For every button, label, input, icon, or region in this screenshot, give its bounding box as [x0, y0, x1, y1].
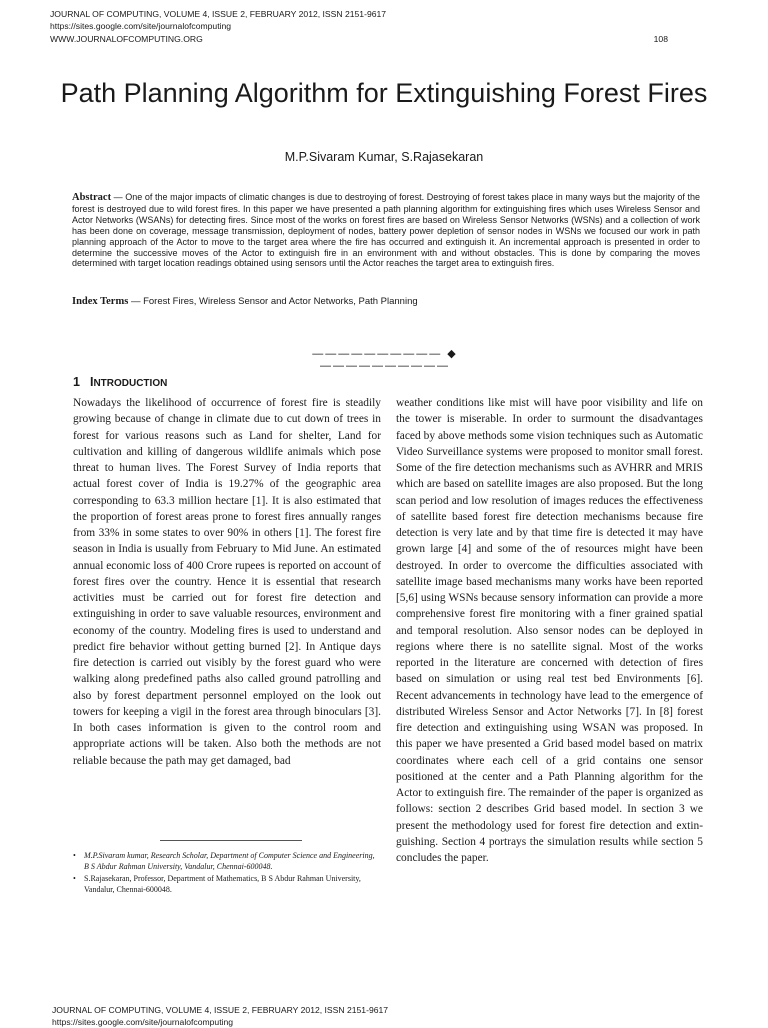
section-heading-introduction: [73, 375, 167, 389]
abstract: [72, 192, 700, 269]
footnote-text: M.P.Sivaram kumar, Research Scholar, Department of Computer Science and Engineering, B S Abdur Rahman University, Vandalur, Chennai-600048.: [84, 851, 375, 871]
bullet-icon: •: [73, 851, 76, 860]
section-number: 1: [73, 375, 80, 389]
section-title-rest: NTRODUCTION: [93, 378, 168, 389]
author-footnotes: [73, 851, 381, 897]
footer-url[interactable]: https://sites.google.com/site/journalofcomputing: [52, 1017, 234, 1027]
page-number: 108: [653, 34, 668, 44]
abstract-dash: —: [113, 192, 123, 202]
section-divider: —————————— ◆ ——————————: [312, 348, 458, 372]
section-title-initial: I: [89, 375, 94, 389]
bullet-icon: •: [73, 874, 76, 884]
footnote-item: [73, 874, 381, 895]
paper-authors: M.P.Sivaram Kumar, S.Rajasekaran: [284, 150, 484, 164]
header-url[interactable]: https://sites.google.com/site/journalofcomputing: [50, 21, 232, 31]
paper-title: Path Planning Algorithm for Extinguishing Forest Fires: [60, 78, 708, 108]
index-terms: [72, 296, 700, 307]
header-site[interactable]: WWW.JOURNALOFCOMPUTING.ORG: [50, 34, 203, 44]
body-right-column: weather conditions like mist will have poor visibility and life on the tower is miserable. In order to surmount the disadvantages faced by above methods some vision techniques such as Automatic Video Surveillance systems were proposed to monitor small forest. Some of the fire detection mechanisms such as AVHRR and MRIS which are based on satellite images are also proposed. But the long scan period and low resolution of images reduces the effectiveness of satellite based forest fire detection mechanisms because fire detection is very late and by that time fire is detected it may have grown large [4] and some of the of resources might have been destroyed. In order to overcome the difficulties associated with satellite image based mechanisms many works have been reported [5,6] using WSNs because sensory information can provide a more comprehensive forest fire monitoring with a finer grained spatial and temporal resolution. Also sensor nodes can be deployed in regions where there is no satellite signal. Most of the works reported in the literature are concerned with detection of fires based on simulation or using real test bed Environments [6]. Recent advancements in technology have lead to the emergence of distributed Wireless Sensor and Actor Networks [7]. In [8] forest fire detection and extinguishing using WSAN was proposed. In this paper we have presented a Grid based model based on matrix coordinates where each cell of a grid contains one sensor positioned at the center and a Path Planning algorithm for the Actor to extinguish fire. The remainder of the paper is organized as follows: section 2 describes Grid based model. In section 3 we present the methodology used for forest fire detection and extinguishing. Section 4 portrays the simulation results while section 5 concludes the paper.: [396, 397, 703, 864]
body-left-column: Nowadays the likelihood of occurrence of forest fire is steadily growing because of change in climate due to cut down of trees in forest for various reasons such as Land for shelter, Land for cultivation and killing of dangerous wildlife animals which pose threat to human lives. The Forest Survey of India reports that actual forest cover of India is 19.27% of the geographic area corresponding to 63.3 million hectare [1]. It is also estimated that the proportion of forest areas prone to forest fires annually ranges from 33% in some states to over 90% in others [1]. The forest fire season in India is usually from February to Mid June. An estimated annual economic loss of 400 Crore rupees is reported on account of forest fires over the country. Hence it is essential that research activities must be carried out for forest fire detection and extinguishing in order to save valuable resources, environment and economy of the country. Modeling fires is used to understand and predict fire behavior without getting burned [2]. In Antique days fire detection is carried out visibly by the forest guard who were walking along predefined paths also called ground patrolling and also by forest department personnel employed on the look out towers for keeping a vigil in the forest area through binoculars [3]. In both cases information is given to the control room and appropriate actions will be taken. Also both the methods are not reliable because the path may get damaged, bad: [73, 397, 381, 767]
footer-journal-line: JOURNAL OF COMPUTING, VOLUME 4, ISSUE 2, FEBRUARY 2012, ISSN 2151-9617: [52, 1005, 389, 1015]
abstract-label: Abstract: [72, 192, 112, 203]
header-journal-line: JOURNAL OF COMPUTING, VOLUME 4, ISSUE 2, FEBRUARY 2012, ISSN 2151-9617: [50, 9, 387, 19]
index-terms-label: Index Terms: [72, 296, 129, 307]
footnote-rule: [160, 840, 302, 841]
footnote-text: S.Rajasekaran, Professor, Department of Mathematics, B S Abdur Rahman University, Vandalur, Chennai-600048.: [84, 874, 361, 894]
index-terms-dash: —: [130, 296, 141, 307]
header-site-line: [50, 34, 668, 45]
abstract-text: One of the major impacts of climatic changes is due to destroying of forest. Destroying of forest takes place in many ways but the majority of the forest is destroyed due to wild forest fires. In this paper we have presented a path planning algorithm for extinguishing fires which uses Wireless Sensor and Actor Networks (WSANs) for detecting fires. Since most of the works on forest fires are based on Wireless Sensor Networks (WSNs) and a collection of work has been done on coverage, message transmission, deployment of nodes, battery power depletion of sensor nodes in WSNs we focused our work in path planning approach of the Actor to move to the target area where the fire has occurred and extinguish it. An incremental approach is presented in order to determine the successive moves of the Actor to extinguish fire in an environment with and without obstacles. This is done by comparing the moves determined with target location readings obtained using sensors until the Actor reaches the target area to extinguish fires.: [72, 192, 700, 269]
index-terms-text: Forest Fires, Wireless Sensor and Actor Networks, Path Planning: [143, 296, 418, 307]
footnote-item: [73, 851, 381, 872]
